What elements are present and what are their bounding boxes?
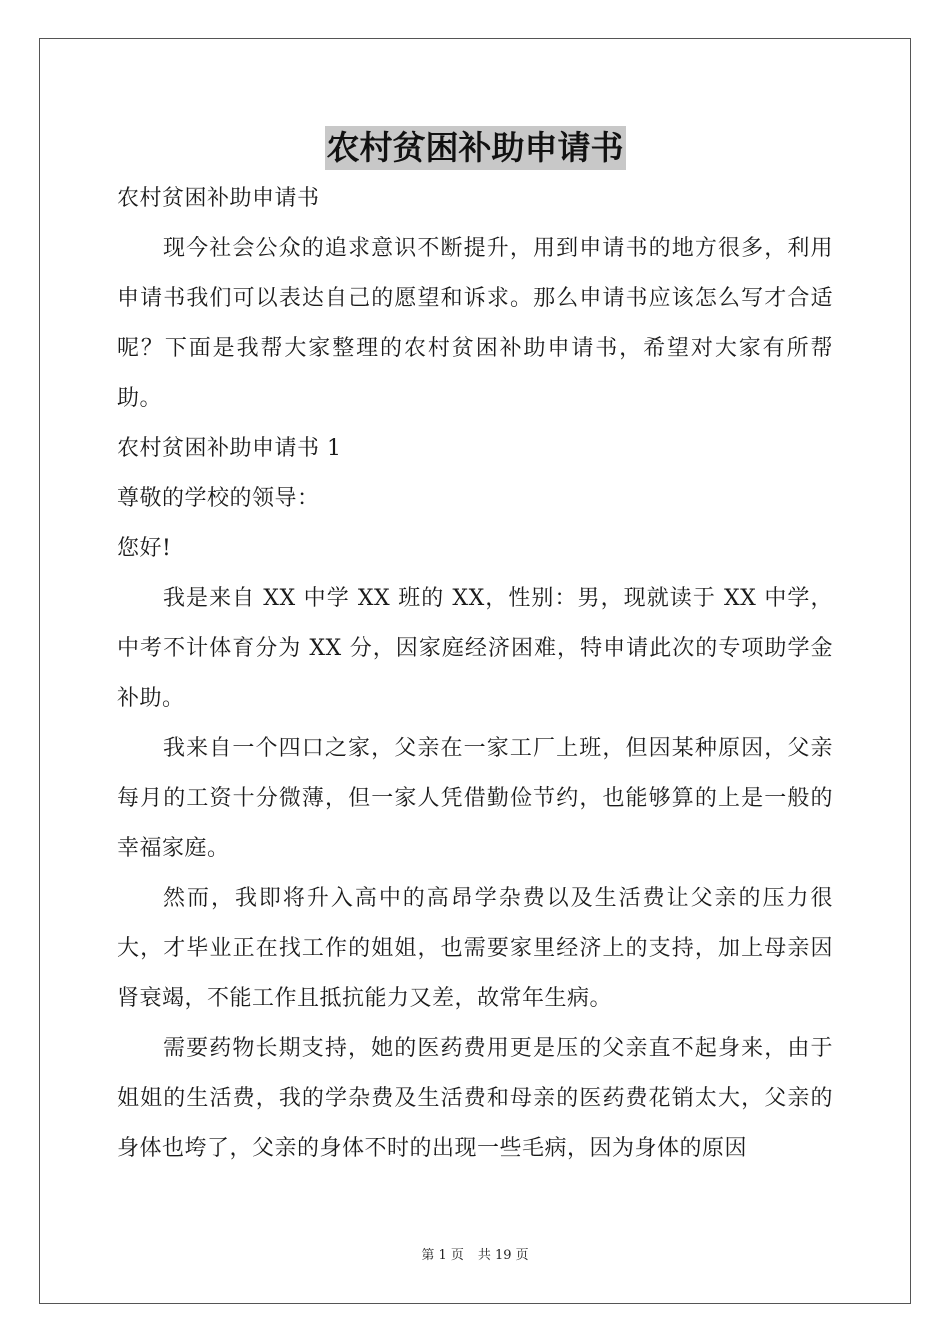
paragraph: 您好!	[117, 536, 172, 561]
paragraph: 尊敬的学校的领导：	[117, 486, 320, 511]
page-total: 共 19 页	[477, 1248, 529, 1263]
paragraph: 农村贫困补助申请书 1	[117, 436, 342, 461]
paragraph: 农村贫困补助申请书	[117, 186, 320, 211]
paragraph: 我来自一个四口之家，父亲在一家工厂上班，但因某种原因，父亲每月的工资十分微薄，但一家人凭借勤俭节约，也能够算的上是一般的幸福家庭。	[117, 736, 833, 861]
paragraph: 然而，我即将升入高中的高昂学杂费以及生活费让父亲的压力很大，才毕业正在找工作的姐姐，也需要家里经济上的支持，加上母亲因肾衰竭，不能工作且抵抗能力又差，故常年生病。	[117, 886, 833, 1011]
title-container	[0, 126, 950, 170]
paragraph: 我是来自 XX 中学 XX 班的 XX，性别：男，现就读于 XX 中学，中考不计体育分为 XX 分，因家庭经济困难，特申请此次的专项助学金补助。	[117, 586, 833, 711]
page-number: 第 1 页	[421, 1248, 464, 1263]
page-footer	[0, 1246, 950, 1266]
paragraph: 需要药物长期支持，她的医药费用更是压的父亲直不起身来，由于姐姐的生活费，我的学杂费及生活费和母亲的医药费花销太大，父亲的身体也垮了，父亲的身体不时的出现一些毛病，因为身体的原因	[117, 1036, 833, 1161]
document-title: 农村贫困补助申请书	[325, 126, 626, 170]
paragraph: 现今社会公众的追求意识不断提升，用到申请书的地方很多，利用申请书我们可以表达自己的愿望和诉求。那么申请书应该怎么写才合适呢？下面是我帮大家整理的农村贫困补助申请书，希望对大家有所帮助。	[117, 236, 833, 411]
document-body	[117, 174, 833, 1174]
